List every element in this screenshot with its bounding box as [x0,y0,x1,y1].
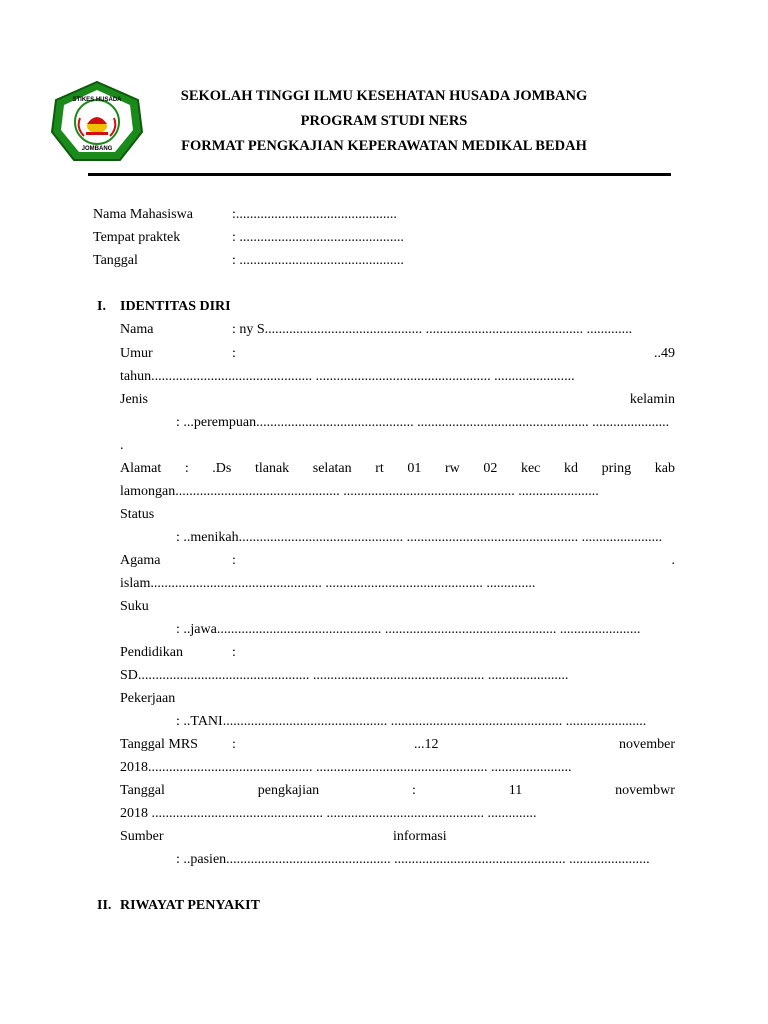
date-label: Tanggal [93,253,138,268]
tanggal-pengkajian-month[interactable]: novembwr [615,783,675,798]
umur-field-cont[interactable]: tahun.............................................. .................................................. ....................... [120,369,575,384]
jenis-kelamin-label-2: kelamin [629,392,675,407]
alamat-word[interactable]: tlanak [254,461,290,476]
umur-colon: : [232,346,236,361]
alamat-word[interactable]: kab [654,461,675,476]
suku-field[interactable]: : ..jawa............................................... ................................................. ....................... [176,622,641,637]
pendidikan-field[interactable]: SD................................................. ................................................. ....................... [120,668,569,683]
alamat-word[interactable]: kec [520,461,541,476]
alamat-word[interactable]: rw [444,461,460,476]
pendidikan-colon: : [232,645,236,660]
date-field[interactable]: : ............................................... [232,253,404,268]
program-name: PROGRAM STUDI NERS [300,113,468,129]
agama-field[interactable]: islam................................................. ............................................. .............. [120,576,536,591]
umur-label: Umur [120,346,153,361]
logo-top-text: STIKES HUSADA [72,97,122,103]
sumber-informasi-field[interactable]: : ..pasien............................................... ................................................. ....................... [176,852,650,867]
tanggal-pengkajian-label-2: pengkajian [257,783,320,798]
alamat-word[interactable]: kd [563,461,578,476]
jenis-kelamin-label-1: Jenis [120,392,148,407]
section1-numeral: I. [97,299,106,314]
alamat-word[interactable]: 01 [407,461,422,476]
tanggal-mrs-day[interactable]: ...12 [414,737,439,752]
tanggal-pengkajian-line [120,782,675,800]
alamat-word[interactable]: .Ds [212,461,232,476]
jenis-kelamin-field-cont: . [120,438,124,453]
pekerjaan-label: Pekerjaan [120,691,176,706]
institution-name: SEKOLAH TINGGI ILMU KESEHATAN HUSADA JOMBANG [180,88,588,104]
form-title: FORMAT PENGKAJIAN KEPERAWATAN MEDIKAL BEDAH [181,138,587,154]
alamat-label: Alamat [120,461,162,476]
nama-field[interactable]: : ny S............................................. ............................................. ............. [232,322,633,337]
tanggal-pengkajian-field-cont[interactable]: 2018 ................................................. ............................................. .............. [120,806,537,821]
tanggal-pengkajian-day[interactable]: 11 [508,783,523,798]
status-label: Status [120,507,155,522]
sumber-informasi-label-1: Sumber [120,829,164,844]
alamat-word[interactable]: rt [375,461,384,476]
alamat-field-cont[interactable]: lamongan............................................... ................................................. ....................... [120,484,599,499]
practice-place-label: Tempat praktek [93,230,181,245]
sumber-informasi-label-2: informasi [393,829,447,844]
section1-title: IDENTITAS DIRI [120,299,231,314]
pekerjaan-field[interactable]: : ..TANI............................................... ................................................. ....................... [176,714,647,729]
pendidikan-label: Pendidikan [120,645,183,660]
nama-label: Nama [120,322,154,337]
alamat-word[interactable]: pring [601,461,632,476]
agama-colon: : [232,553,236,568]
section2-numeral: II. [97,898,112,913]
status-field[interactable]: : ..menikah............................................... ................................................. ....................... [176,530,663,545]
practice-place-field[interactable]: : ............................................... [232,230,404,245]
tanggal-mrs-colon: : [232,737,236,752]
alamat-colon: : [184,461,189,476]
alamat-line [120,460,675,478]
alamat-word[interactable]: selatan [312,461,352,476]
suku-label: Suku [120,599,149,614]
section2-title: RIWAYAT PENYAKIT [120,898,260,913]
tanggal-mrs-field-cont[interactable]: 2018............................................... ................................................. ....................... [120,760,572,775]
logo-bottom-text: JOMBANG [81,146,113,152]
umur-field[interactable]: ..49 [654,346,675,361]
header-divider [88,173,671,176]
tanggal-mrs-label: Tanggal MRS [120,737,198,752]
jenis-kelamin-field[interactable]: : ...perempuan............................................. ................................................. ...................... [176,415,670,430]
tanggal-mrs-month[interactable]: november [619,737,675,752]
agama-label: Agama [120,553,161,568]
student-name-label: Nama Mahasiswa [93,207,193,222]
student-name-field[interactable]: :.............................................. [232,207,397,222]
alamat-word[interactable]: 02 [483,461,498,476]
agama-end: . [671,553,675,568]
tanggal-pengkajian-label-1: Tanggal [120,783,165,798]
tanggal-pengkajian-colon: : [412,783,416,798]
